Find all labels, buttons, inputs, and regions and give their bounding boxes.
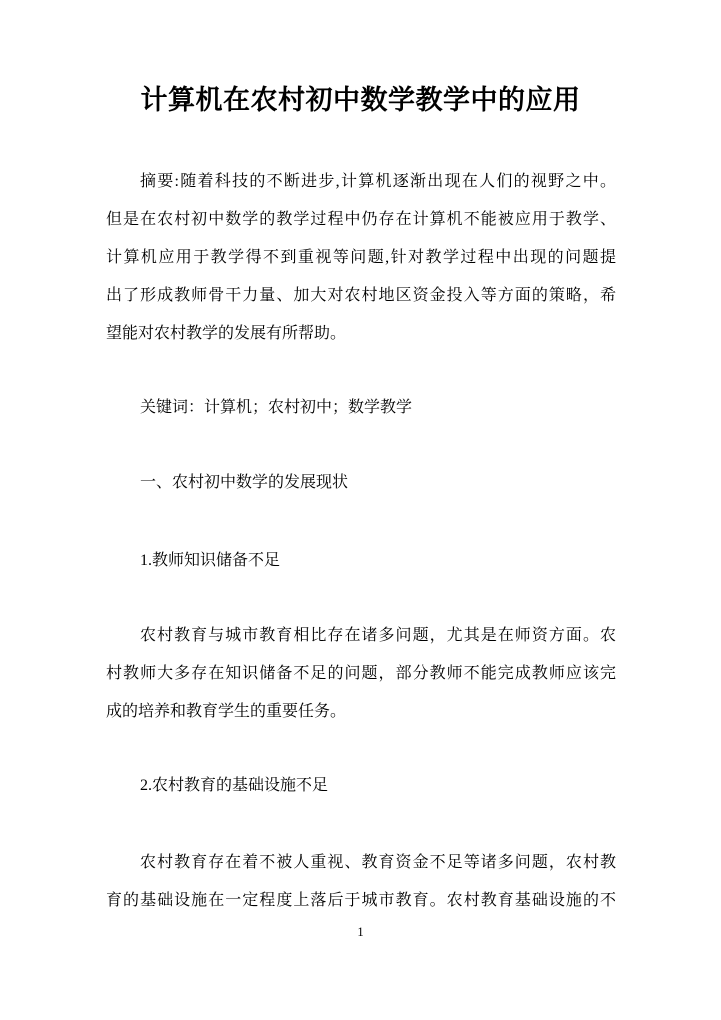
subsection-1-paragraph — [106, 617, 616, 731]
abstract-line-3: 计算机应用于教学得不到重视等问题,针对教学过程中出现的问题提 — [106, 249, 616, 266]
para2-line-2: 育的基础设施在一定程度上落后于城市教育。农村教育基础设施的不 — [106, 892, 616, 909]
section-1-heading: 一、农村初中数学的发展现状 — [140, 474, 349, 491]
abstract-line-1: 摘要:随着科技的不断进步,计算机逐渐出现在人们的视野之中。 — [140, 173, 616, 190]
para1-line-1: 农村教育与城市教育相比存在诸多问题，尤其是在师资方面。农 — [140, 627, 616, 644]
subsection-2-title: 2.农村教育的基础设施不足 — [140, 777, 329, 794]
para2-line-1: 农村教育存在着不被人重视、教育资金不足等诸多问题，农村教 — [140, 854, 616, 871]
abstract-line-5: 望能对农村教学的发展有所帮助。 — [106, 325, 347, 342]
subsection-2-paragraph — [106, 844, 616, 920]
page-number: 1 — [357, 925, 364, 939]
abstract-line-2: 但是在农村初中数学的教学过程中仍存在计算机不能被应用于教学、 — [106, 211, 616, 228]
subsection-1-title: 1.教师知识储备不足 — [140, 552, 281, 569]
keywords-line: 关键词：计算机；农村初中；数学教学 — [140, 399, 413, 416]
para1-line-3: 成的培养和教育学生的重要任务。 — [106, 703, 347, 720]
abstract-paragraph — [106, 163, 616, 353]
para1-line-2: 村教师大多存在知识储备不足的问题，部分教师不能完成教师应该完 — [106, 665, 616, 682]
abstract-line-4: 出了形成教师骨干力量、加大对农村地区资金投入等方面的策略，希 — [106, 287, 616, 304]
document-title: 计算机在农村初中数学教学中的应用 — [140, 85, 581, 115]
